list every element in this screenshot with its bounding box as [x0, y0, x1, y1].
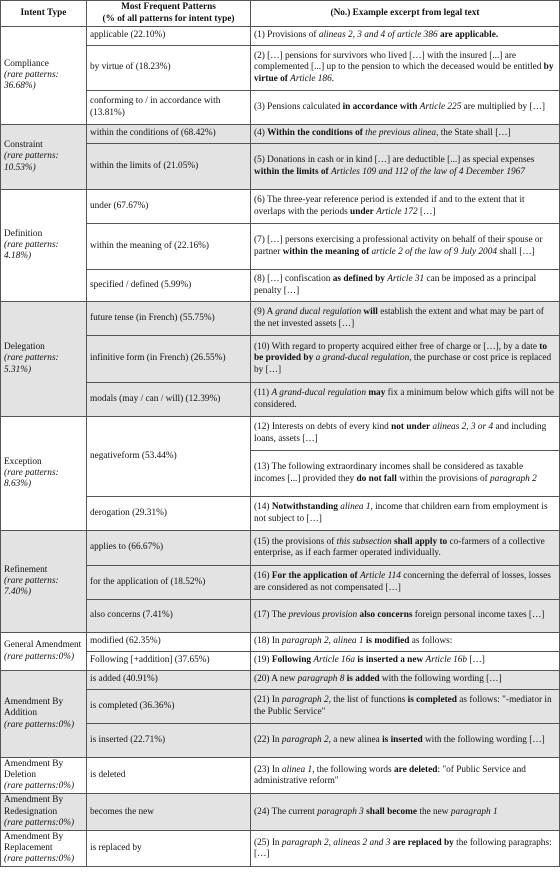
rare-patterns-note: (rare patterns: 7.40%) — [4, 575, 59, 598]
example-reference: the previous alinea — [365, 128, 437, 139]
example-reference: alineas 2, 3 and 4 of article 386 — [318, 30, 438, 41]
example-keyword: is inserted a new — [357, 655, 424, 666]
example-text: (18) In — [254, 636, 282, 647]
example-text: and including loans, assets […] — [254, 422, 547, 444]
pattern-cell: Following [+addition] (37.65%) — [87, 652, 251, 671]
example-keyword: do not fall — [356, 473, 397, 484]
example-keyword: also concerns — [359, 610, 413, 621]
example-reference: paragraph 3 — [317, 806, 364, 817]
example-text: […] — [467, 655, 485, 666]
example-keyword: is modified — [365, 636, 410, 647]
example-reference: Articles 109 and 112 of the law of 4 December 1967 — [330, 166, 525, 177]
rare-patterns-note: (rare patterns: 10.53%) — [4, 151, 59, 173]
example-text: , the list of functions — [328, 695, 408, 706]
example-cell — [251, 566, 560, 600]
example-text: foreign personal income taxes […] — [412, 610, 545, 621]
pattern-cell: also concerns (7.41%) — [87, 600, 251, 633]
example-text: , the State shall […] — [436, 128, 511, 139]
example-text: within the provisions of — [396, 473, 491, 484]
example-cell — [251, 652, 560, 671]
pattern-cell: is replaced by — [87, 830, 251, 866]
example-cell — [251, 125, 560, 144]
example-text: , income that children earn from employment is not subject to […] — [254, 502, 548, 524]
example-keyword: are replaced by — [392, 837, 454, 848]
rare-patterns-note: (rare patterns: 4.18%) — [4, 239, 59, 262]
example-cell — [251, 144, 560, 190]
example-reference: paragraph 2 — [490, 473, 537, 484]
example-keyword: Following — [271, 655, 312, 666]
example-text: with the following wording […] — [379, 674, 502, 685]
example-keyword: Notwithstanding — [271, 502, 338, 513]
example-cell — [251, 270, 560, 302]
example-keyword: may — [368, 388, 386, 399]
intent-type-cell — [1, 302, 87, 417]
example-keyword: by virtue of — [254, 62, 554, 84]
pattern-cell: derogation (29.31%) — [87, 497, 251, 531]
example-reference: paragraph 2 — [281, 734, 329, 745]
header-patterns-subtitle: (% of all patterns for intent type) — [102, 13, 235, 24]
example-text: (13) The following extraordinary incomes shall be considered as taxable incomes [...] provided they — [254, 462, 524, 484]
intent-type-name: Delegation — [4, 342, 45, 353]
example-cell — [251, 794, 560, 830]
example-text: (10) With regard to property acquired either free of charge or […], by a date — [254, 342, 540, 353]
example-cell — [251, 302, 560, 336]
example-reference: grand ducal regulation — [275, 307, 362, 318]
example-reference: paragraph 2 — [281, 695, 329, 706]
example-text: with the following wording […] — [422, 734, 545, 745]
example-keyword: are applicable. — [437, 30, 499, 41]
rare-patterns-note: (rare patterns:0%) — [4, 719, 75, 730]
pattern-cell: modals (may / can / will) (12.39%) — [87, 383, 251, 417]
example-keyword: in accordance with — [342, 101, 418, 112]
example-reference: Article 16b — [425, 655, 468, 666]
example-reference: article 2 of the law of 9 July 2004 — [371, 246, 498, 257]
example-cell — [251, 451, 560, 497]
example-cell — [251, 336, 560, 383]
example-keyword: shall apply to — [393, 536, 448, 547]
example-text: (3) Pensions calculated — [254, 101, 343, 112]
example-text: (17) The — [254, 610, 289, 621]
intent-type-cell — [1, 27, 87, 125]
example-cell — [251, 633, 560, 652]
example-keyword: For the application of — [271, 571, 358, 582]
example-reference: paragraph 8 — [297, 674, 345, 685]
header-frequent-patterns — [87, 1, 251, 27]
example-reference: Article 16a — [313, 655, 355, 666]
table-row — [1, 531, 560, 566]
example-keyword: under — [350, 206, 374, 217]
example-text: the new — [417, 806, 451, 817]
table-row — [1, 190, 560, 224]
example-text: (22) In — [254, 734, 282, 745]
table-row — [1, 830, 560, 866]
rare-patterns-note: (rare patterns:0%) — [4, 651, 75, 662]
example-text: , a new alinea — [328, 734, 383, 745]
pattern-cell: modified (62.35%) — [87, 633, 251, 652]
pattern-cell: within the limits of (21.05%) — [87, 144, 251, 190]
example-cell — [251, 383, 560, 417]
example-keyword: as defined by — [332, 274, 385, 285]
pattern-cell: becomes the new — [87, 794, 251, 830]
example-text: as follows: — [409, 636, 453, 647]
example-text: (20) A new — [254, 674, 298, 685]
example-cell — [251, 600, 560, 633]
example-text: (21) In — [254, 695, 282, 706]
example-text: (4) — [254, 128, 268, 139]
example-text: (2) […] pensions for survivors who lived […] with the insured [...] are complemented [...] up to the pension to which the deceased would be entitled — [254, 51, 544, 73]
example-keyword: to be provided by — [254, 342, 548, 364]
example-text: , the following words — [312, 764, 394, 775]
example-text: (12) Interests on debts of every kind — [254, 422, 392, 433]
pattern-cell: negativeform (53.44%) — [87, 417, 251, 497]
example-keyword: shall become — [366, 806, 418, 817]
intent-type-name: Amendment By Replacement — [4, 831, 64, 854]
example-reference: this subsection — [336, 536, 392, 547]
example-cell — [251, 690, 560, 724]
table-row — [1, 633, 560, 652]
example-reference: Article 31 — [387, 274, 425, 285]
intent-type-cell — [1, 633, 87, 671]
example-keyword: within the limits of — [254, 166, 329, 177]
intent-type-name: Definition — [4, 228, 43, 239]
example-text: (16) — [254, 571, 272, 582]
pattern-cell: specified / defined (5.99%) — [87, 270, 251, 302]
intent-type-name: Refinement — [4, 564, 48, 575]
example-text: (5) Donations in cash or in kind […] are deductible [...] as special expenses — [254, 155, 535, 166]
rare-patterns-note: (rare patterns:0%) — [4, 817, 75, 828]
example-reference: previous provision — [288, 610, 358, 621]
example-reference: paragraph 2, alineas 2 and 3 — [281, 837, 391, 848]
example-text: the following paragraphs: […] — [254, 837, 552, 859]
table-row — [1, 671, 560, 690]
intent-type-cell — [1, 758, 87, 794]
example-text: are multiplied by […] — [461, 101, 546, 112]
header-row — [1, 1, 560, 27]
example-text: establish the extent and what may be part of the net invested assets […] — [254, 307, 544, 329]
example-keyword: is added — [346, 674, 380, 685]
pattern-cell: applicable (22.10%) — [87, 27, 251, 46]
example-text: (14) — [254, 502, 272, 513]
example-text: (19) — [254, 655, 272, 666]
pattern-cell: future tense (in French) (55.75%) — [87, 302, 251, 336]
example-reference: alinea 1 — [281, 764, 313, 775]
example-reference: Article 186 — [290, 73, 332, 84]
pattern-cell: applies to (66.67%) — [87, 531, 251, 566]
header-example: (No.) Example excerpt from legal text — [251, 1, 560, 27]
example-keyword: is inserted — [382, 734, 423, 745]
example-keyword: is completed — [407, 695, 457, 706]
example-reference: Article 114 — [359, 571, 401, 582]
pattern-cell: is deleted — [87, 758, 251, 794]
example-cell — [251, 91, 560, 125]
intent-type-cell — [1, 125, 87, 190]
example-cell — [251, 46, 560, 91]
example-reference: paragraph 1 — [450, 806, 498, 817]
example-reference: Article 172 — [376, 206, 418, 217]
example-cell — [251, 417, 560, 451]
pattern-cell: is added (40.91%) — [87, 671, 251, 690]
example-text: […] — [417, 206, 436, 217]
example-cell — [251, 224, 560, 270]
example-text: shall […] — [497, 246, 535, 257]
example-reference: Article 225 — [419, 101, 462, 112]
pattern-cell: is completed (36.36%) — [87, 690, 251, 724]
table-body — [1, 27, 560, 867]
example-keyword: Within the conditions of — [267, 128, 363, 139]
table-row — [1, 302, 560, 336]
example-text: (25) In — [254, 837, 282, 848]
example-cell — [251, 758, 560, 794]
intent-type-name: Amendment By Addition — [4, 697, 64, 719]
example-text: concerning the deferral of losses, losses are considered as not compensated […] — [254, 571, 551, 593]
example-cell — [251, 830, 560, 866]
pattern-cell: within the meaning of (22.16%) — [87, 224, 251, 270]
intent-type-cell — [1, 794, 87, 830]
example-text: can be imposed as a principal penalty […] — [254, 274, 537, 296]
example-reference: paragraph 2, alinea 1 — [281, 636, 364, 647]
pattern-cell: within the conditions of (68.42%) — [87, 125, 251, 144]
rare-patterns-note: (rare patterns: 5.31%) — [4, 353, 59, 375]
pattern-cell: infinitive form (in French) (26.55%) — [87, 336, 251, 383]
intent-type-cell — [1, 190, 87, 302]
example-text: (11) — [254, 388, 272, 399]
example-cell — [251, 497, 560, 531]
intent-type-name: Amendment By Redesignation — [4, 795, 64, 817]
pattern-cell: conforming to / in accordance with (13.81%) — [87, 91, 251, 125]
table-row — [1, 794, 560, 830]
rare-patterns-note: (rare patterns: 36.68%) — [4, 69, 59, 92]
pattern-cell: for the application of (18.52%) — [87, 566, 251, 600]
table-row — [1, 125, 560, 144]
example-cell — [251, 671, 560, 690]
example-text: (8) […] confiscation — [254, 274, 333, 285]
example-cell — [251, 190, 560, 224]
example-keyword: will — [363, 307, 378, 318]
example-cell — [251, 531, 560, 566]
header-patterns-title: Most Frequent Patterns — [121, 2, 216, 13]
example-keyword: are deleted — [393, 764, 438, 775]
table-row — [1, 417, 560, 451]
example-text: , the purchase or cost price is replaced by […] — [254, 353, 552, 375]
example-text: (1) Provisions of — [254, 30, 319, 41]
intent-type-name: Compliance — [4, 58, 49, 69]
example-text: (23) In — [254, 764, 282, 775]
rare-patterns-note: (rare patterns:0%) — [4, 854, 75, 865]
intent-type-cell — [1, 417, 87, 531]
intent-type-name: Constraint — [4, 140, 43, 151]
pattern-cell: under (67.67%) — [87, 190, 251, 224]
example-text: : "of Public Service and administrative reform" — [254, 764, 526, 786]
rare-patterns-note: (rare patterns:0%) — [4, 781, 75, 792]
intent-type-cell — [1, 531, 87, 633]
intent-type-name: Exception — [4, 456, 42, 467]
example-text: fix a minimum below which gifts will not be considered. — [254, 388, 554, 410]
intent-type-cell — [1, 671, 87, 758]
table-row — [1, 27, 560, 46]
example-reference: A grand-ducal regulation — [271, 388, 366, 399]
example-text: (15) the provisions of — [254, 536, 337, 547]
example-keyword: within the meaning of — [282, 246, 370, 257]
example-text: (9) A — [254, 307, 276, 318]
rare-patterns-note: (rare patterns: 8.63%) — [4, 467, 59, 490]
example-text: . — [331, 73, 335, 84]
example-text: as follows: "-mediator in the Public Service" — [254, 695, 552, 717]
example-text: co-farmers of a collective enterprise, as if each farmer operated individually. — [254, 536, 545, 558]
header-intent-type: Intent Type — [1, 1, 87, 27]
pattern-cell: by virtue of (18.23%) — [87, 46, 251, 91]
example-text: (7) […] persons exercising a professional activity on behalf of their spouse or partner — [254, 235, 543, 257]
example-cell — [251, 27, 560, 46]
example-text: (24) The current — [254, 806, 318, 817]
intent-type-cell — [1, 830, 87, 866]
pattern-cell: is inserted (22.71%) — [87, 724, 251, 758]
example-cell — [251, 724, 560, 758]
intent-type-name: General Amendment — [4, 640, 82, 651]
example-reference: alinea 1 — [340, 502, 371, 513]
intent-type-name: Amendment By Deletion — [4, 759, 64, 781]
example-keyword: not under — [391, 422, 431, 433]
table-row — [1, 758, 560, 794]
example-reference: a grand-ducal regulation — [315, 353, 410, 364]
example-reference: alineas 2, 3 or 4 — [432, 422, 494, 433]
example-text: (6) The three-year reference period is extended if and to the extent that it overlaps with the periods — [254, 195, 525, 217]
